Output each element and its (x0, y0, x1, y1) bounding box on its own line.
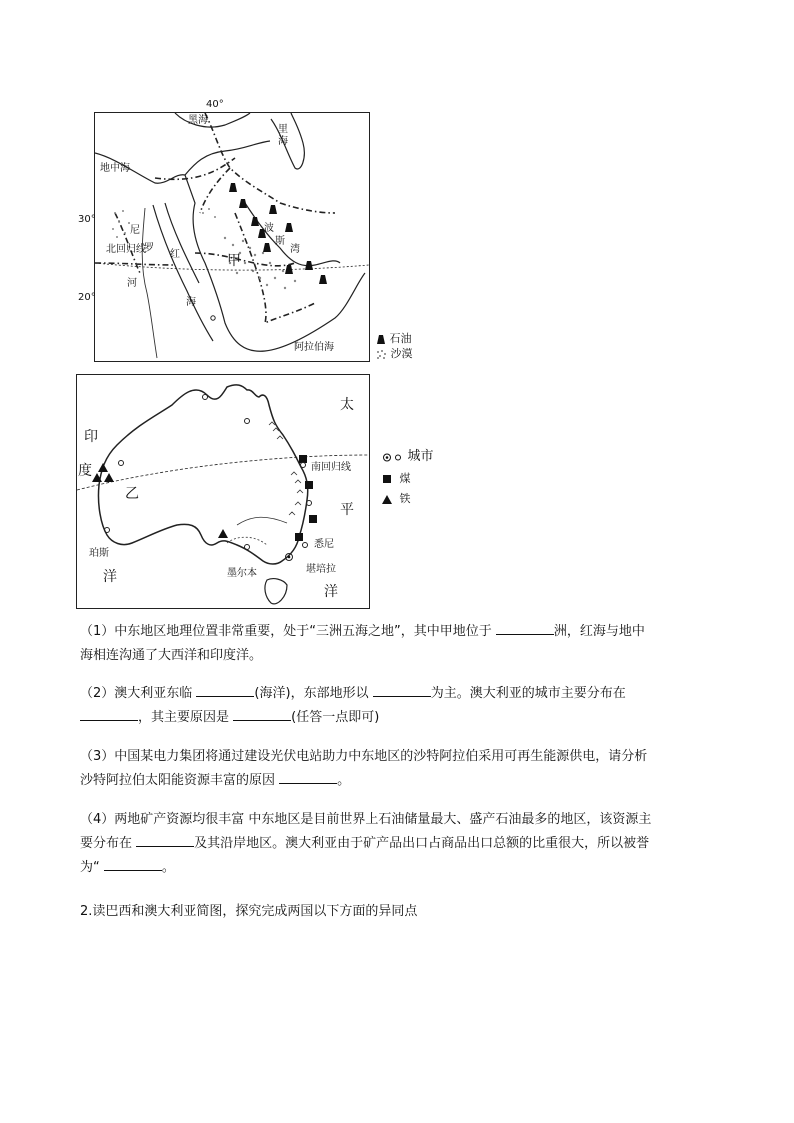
coal-icon (382, 474, 396, 485)
mediterranean-label: 地中海 (100, 163, 130, 174)
indian-ocean-label-2: 度 (78, 463, 92, 479)
question-1-line-1: （1）中东地区地理位置非常重要，处于“三洲五海之地”，其中甲地位于 洲，红海与地中 (80, 620, 730, 644)
question-4-line-2: 要分布在 及其沿岸地区。澳大利亚由于矿产品出口占商品出口总额的比重很大，所以被誉 (80, 832, 730, 856)
answer-blank[interactable] (279, 770, 337, 784)
city-markers (105, 395, 312, 561)
legend-coal-label: 煤 (399, 472, 411, 485)
indian-ocean-label-3: 洋 (103, 569, 117, 585)
legend-desert-label: 沙漠 (390, 347, 413, 360)
middle-east-map (94, 112, 370, 362)
caspian-label-2: 海 (278, 136, 288, 147)
answer-blank[interactable] (136, 833, 194, 847)
question-4-line-3: 为“ 。 (80, 856, 730, 880)
caspian-label-1: 里 (278, 124, 288, 135)
capital-dot (288, 556, 291, 559)
question-2-line-1: （2）澳大利亚东临 (海洋)，东部地形以 为主。澳大利亚的城市主要分布在 (80, 682, 730, 706)
indian-ocean-label-1: 印 (84, 429, 98, 445)
canberra-label: 堪培拉 (306, 564, 336, 575)
nile-label-3: 河 (127, 278, 137, 289)
black-sea-label: 黑海 (188, 115, 208, 126)
red-sea-label-1: 红 (170, 249, 180, 260)
area-yi-label: 乙 (125, 486, 139, 502)
question-1 (80, 620, 730, 668)
question-4 (80, 808, 730, 880)
legend-oil-label: 石油 (389, 332, 412, 345)
legend-city (382, 450, 434, 463)
question-1-line-2: 海相连沟通了大西洋和印度洋。 (80, 648, 263, 663)
desert-icon (376, 349, 387, 360)
legend-desert (376, 347, 413, 360)
legend-coal (382, 472, 411, 485)
iron-icon (382, 494, 396, 505)
tropic-of-cancer-label: 北回归线 (106, 244, 146, 255)
question-2 (80, 682, 730, 730)
gulf-label-2: 斯 (275, 236, 285, 247)
middle-east-map-drawing (95, 113, 369, 361)
mountain-marks (269, 422, 303, 515)
legend-city-label: 城市 (407, 449, 434, 464)
oil-markers (229, 183, 327, 284)
question-3-line-2: 沙特阿拉伯太阳能资源丰富的原因 。 (80, 769, 730, 793)
area-jia-label: 甲 (227, 253, 241, 269)
answer-blank[interactable] (373, 683, 431, 697)
question-4-line-1: （4）两地矿产资源均很丰富 中东地区是目前世界上石油储量最大、盛产石油最多的地区，该资源主 (80, 812, 652, 827)
pacific-label-3: 洋 (324, 584, 338, 600)
perth-label: 珀斯 (89, 548, 109, 559)
lat-30-label: 30° (78, 214, 96, 225)
tropic-of-capricorn-label: 南回归线 (311, 462, 351, 473)
pacific-label-1: 太 (340, 397, 354, 413)
melbourne-label: 墨尔本 (227, 568, 257, 579)
legend-iron-label: 铁 (399, 492, 411, 505)
gulf-label-3: 湾 (290, 244, 300, 255)
iron-markers (92, 463, 228, 538)
lat-20-label: 20° (78, 292, 96, 303)
sydney-label: 悉尼 (314, 539, 334, 550)
answer-blank[interactable] (196, 683, 254, 697)
legend-oil (376, 332, 412, 345)
gulf-label-1: 波 (264, 223, 274, 234)
oil-icon (376, 334, 386, 345)
answer-blank[interactable] (496, 621, 554, 635)
red-sea-label-2: 海 (186, 297, 196, 308)
answer-blank[interactable] (104, 857, 162, 871)
pacific-label-2: 平 (340, 502, 354, 518)
question-3 (80, 745, 730, 793)
city-icon (382, 452, 404, 463)
question-section-2-title: 2.读巴西和澳大利亚简图，探究完成两国以下方面的异同点 (80, 904, 418, 919)
answer-blank[interactable] (233, 707, 291, 721)
legend-iron (382, 492, 411, 505)
nile-label-1: 尼 (130, 225, 140, 236)
question-3-line-1: （3）中国某电力集团将通过建设光伏电站助力中东地区的沙特阿拉伯采用可再生能源供电，请分析 (80, 749, 648, 764)
nile-label-2: 罗 (144, 243, 154, 254)
arabian-sea-label: 阿拉伯海 (294, 342, 334, 353)
answer-blank[interactable] (80, 707, 138, 721)
question-2-line-2: ，其主要原因是 (任答一点即可) (80, 706, 730, 730)
lat-40-label: 40° (206, 99, 224, 110)
